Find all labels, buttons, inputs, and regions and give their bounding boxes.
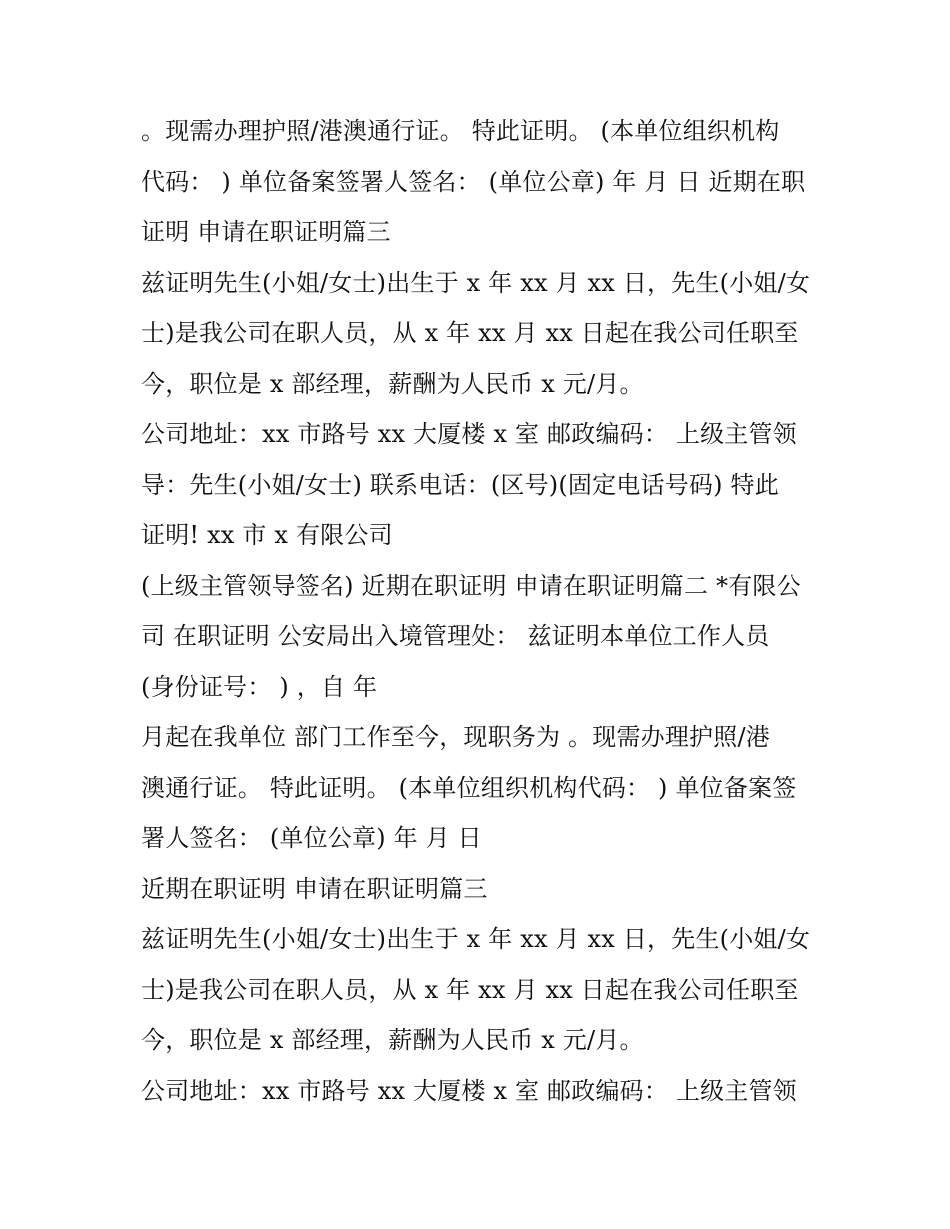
document-body <box>141 106 821 1116</box>
text-line: 证明! xx 市 x 有限公司 <box>141 521 393 549</box>
text-line: 今，职位是 x 部经理，薪酬为人民币 x 元/月。 <box>141 1026 644 1054</box>
text-line: 。现需办理护照/港澳通行证。 特此证明。 (本单位组织机构 <box>141 117 780 145</box>
text-line: 士)是我公司在职人员，从 x 年 xx 月 xx 日起在我公司任职至 <box>141 975 799 1004</box>
text-line: (上级主管领导签名) 近期在职证明 申请在职证明篇二 *有限公 <box>141 571 801 600</box>
text-line: (身份证号： ) ，自 年 <box>141 672 378 701</box>
text-line: 澳通行证。 特此证明。 (本单位组织机构代码： ) 单位备案签 <box>141 773 797 802</box>
text-line: 证明 申请在职证明篇三 <box>141 218 391 246</box>
text-line: 月起在我单位 部门工作至今，现职务为 。现需办理护照/港 <box>141 723 770 751</box>
text-line: 近期在职证明 申请在职证明篇三 <box>141 874 488 903</box>
text-line: 公司地址：xx 市路号 xx 大厦楼 x 室 邮政编码： 上级主管领 <box>141 1076 797 1105</box>
text-line: 今，职位是 x 部经理，薪酬为人民币 x 元/月。 <box>141 369 644 398</box>
text-line: 兹证明先生(小姐/女士)出生于 x 年 xx 月 xx 日，先生(小姐/女 <box>141 268 811 297</box>
text-line: 士)是我公司在职人员，从 x 年 xx 月 xx 日起在我公司任职至 <box>141 319 799 347</box>
text-line: 兹证明先生(小姐/女士)出生于 x 年 xx 月 xx 日，先生(小姐/女 <box>141 925 811 953</box>
text-line: 代码： ) 单位备案签署人签名： (单位公章) 年 月 日 近期在职 <box>141 167 806 196</box>
text-line: 导：先生(小姐/女士) 联系电话：(区号)(固定电话号码) 特此 <box>141 470 779 499</box>
text-line: 司 在职证明 公安局出入境管理处： 兹证明本单位工作人员 <box>141 622 770 650</box>
text-line: 公司地址：xx 市路号 xx 大厦楼 x 室 邮政编码： 上级主管领 <box>141 420 797 448</box>
text-line: 署人签名： (单位公章) 年 月 日 <box>141 824 482 852</box>
